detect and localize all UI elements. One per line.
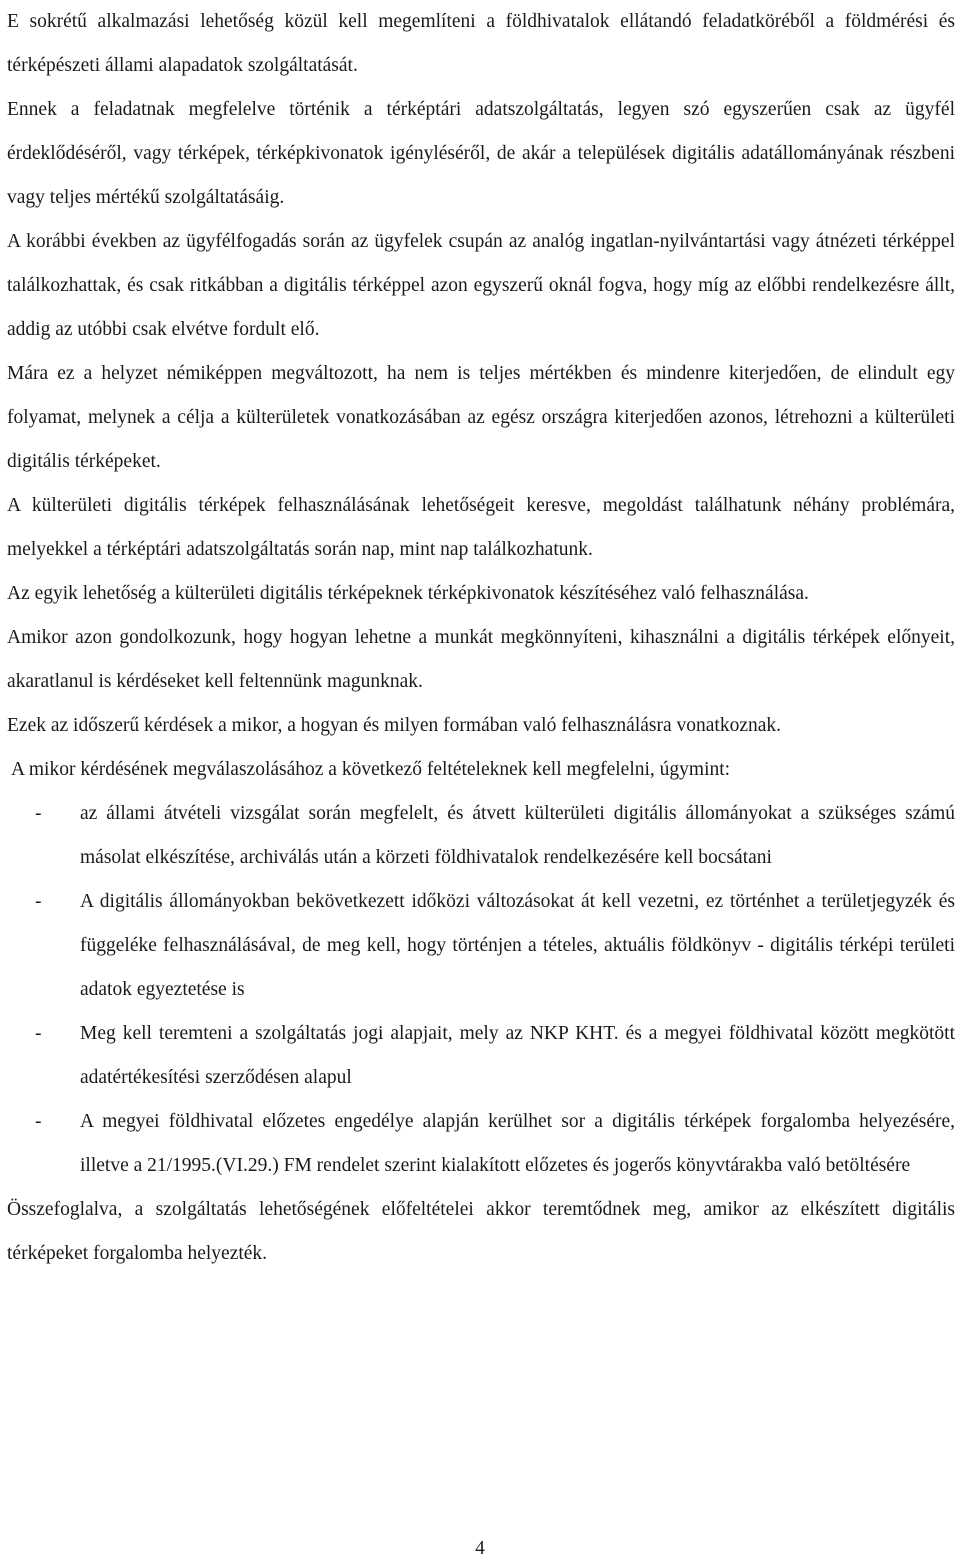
- paragraph-timely-questions: Ezek az időszerű kérdések a mikor, a hogyan és milyen formában való felhasználásra vonatkoznak.: [7, 715, 782, 736]
- paragraph-conditions-intro: A mikor kérdésének megválaszolásához a következő feltételeknek kell megfelelni, úgymint:: [11, 759, 731, 780]
- list-item-text: az állami átvételi vizsgálat során megfelelt, és átvett külterületi digitális állományokat a szükséges számú másolat elkészítése, archiválás után a körzeti földhivatalok rendelkezésére kell bocsátani: [80, 803, 955, 868]
- list-item-text: A megyei földhivatal előzetes engedélye alapján kerülhet sor a digitális térképek forgalomba helyezésére, illetve a 21/1995.(VI.29.) FM rendelet szerint kialakított előzetes és jogerős könyvtárakba való betöltésére: [80, 1111, 955, 1176]
- list-dash: -: [35, 803, 42, 824]
- paragraph-summary: Összefoglalva, a szolgáltatás lehetőségének előfeltételei akkor teremtődnek meg, amikor az elkészített digitális térképeket forgalomba helyezték.: [7, 1199, 955, 1264]
- list-dash: -: [35, 1111, 42, 1132]
- page-number: 4: [475, 1538, 485, 1559]
- paragraph-possibility: Az egyik lehetőség a külterületi digitális térképeknek térképkivonatok készítéséhez való felhasználása.: [7, 583, 809, 604]
- paragraph-questions: Amikor azon gondolkozunk, hogy hogyan lehetne a munkát megkönnyíteni, kihasználni a digitális térképek előnyeit, akaratlanul is kérdéseket kell feltennünk magunknak.: [7, 627, 955, 692]
- list-item: [7, 1100, 955, 1188]
- list-item: [7, 792, 955, 880]
- document-page: [7, 0, 955, 1276]
- paragraph-earlier-years: A korábbi években az ügyfélfogadás során az ügyfelek csupán az analóg ingatlan-nyilvántartási vagy átnézeti térképpel találkozhattak, és csak ritkábban a digitális térképpel azon egyszerű oknál fogva, hogy míg az előbbi rendelkezésre állt, addig az utóbbi csak elvétve fordult elő.: [7, 231, 955, 340]
- list-item-text: A digitális állományokban bekövetkezett időközi változásokat át kell vezetni, ez történhet a területjegyzék és függeléke felhasználásával, de meg kell, hogy történjen a tételes, aktuális földkönyv - digitális térképi területi adatok egyeztetése is: [80, 891, 955, 1000]
- paragraph-service: Ennek a feladatnak megfelelve történik a térképtári adatszolgáltatás, legyen szó egyszerűen csak az ügyfél érdeklődéséről, vagy térképek, térképkivonatok igényléséről, de akár a települések digitális adatállományának részbeni vagy teljes mértékű szolgáltatásáig.: [7, 99, 955, 208]
- list-dash: -: [35, 1023, 42, 1044]
- list-dash: -: [35, 891, 42, 912]
- paragraph-intro: E sokrétű alkalmazási lehetőség közül kell megemlíteni a földhivatalok ellátandó feladatköréből a földmérési és térképészeti állami alapadatok szolgáltatását.: [7, 11, 955, 76]
- paragraph-solutions: A külterületi digitális térképek felhasználásának lehetőségeit keresve, megoldást találhatunk néhány problémára, melyekkel a térképtári adatszolgáltatás során nap, mint nap találkozhatunk.: [7, 495, 955, 560]
- list-item: [7, 880, 955, 1012]
- list-item-text: Meg kell teremteni a szolgáltatás jogi alapjait, mely az NKP KHT. és a megyei földhivatal között megkötött adatértékesítési szerződésen alapul: [80, 1023, 955, 1088]
- paragraph-current-situation: Mára ez a helyzet némiképpen megváltozott, ha nem is teljes mértékben és mindenre kiterjedően, de elindult egy folyamat, melynek a célja a külterületek vonatkozásában az egész országra kiterjedően azonos, létrehozni a külterületi digitális térképeket.: [7, 363, 955, 472]
- list-item: [7, 1012, 955, 1100]
- conditions-list: [7, 792, 955, 1188]
